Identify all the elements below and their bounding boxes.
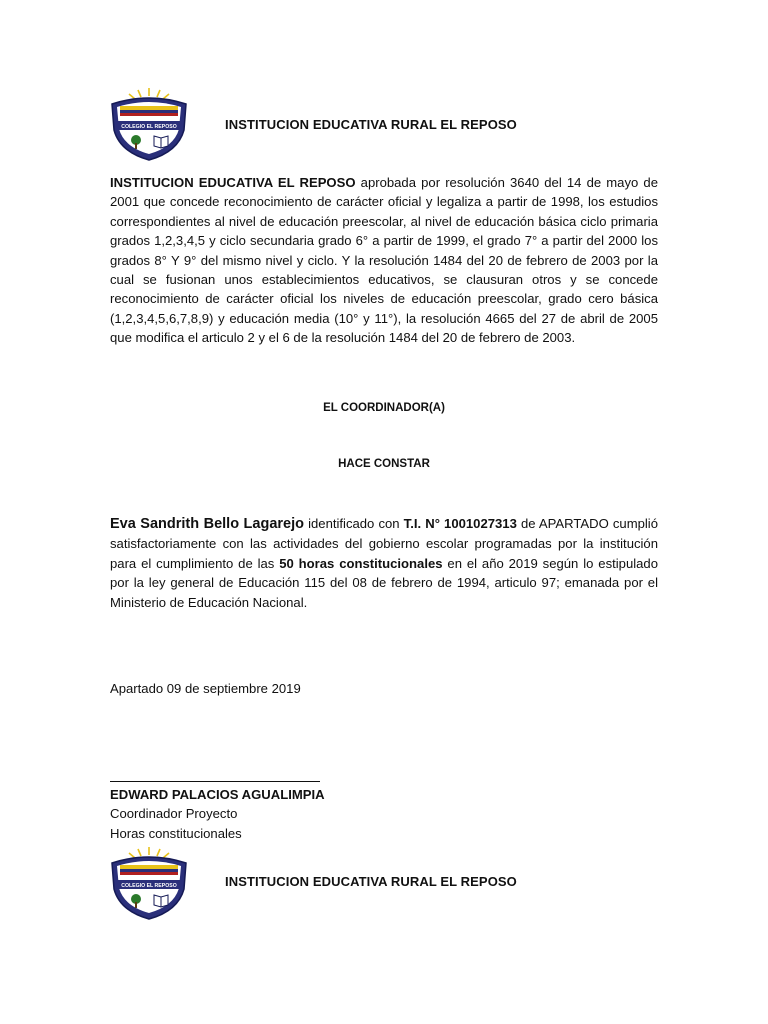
certificate-text-2: de APARTADO cumplió satisfactoriamente con las actividades del gobierno escolar programadas por la institución para el cumplimiento de las <box>110 516 658 571</box>
certificate-text-3: en el año 2019 según lo estipulado por la ley general de Educación 115 del 08 de febrero de 1994, articulo 97; emanada por el Ministerio de Educación Nacional. <box>110 555 658 610</box>
school-name-footer: INSTITUCION EDUCATIVA RURAL EL REPOSO <box>225 874 517 889</box>
school-crest-top <box>108 86 190 162</box>
certificate-paragraph <box>110 514 658 612</box>
school-crest-bottom <box>108 845 190 921</box>
signature-line <box>110 781 320 782</box>
certifies-heading: HACE CONSTAR <box>338 458 430 470</box>
date-line: Apartado 09 de septiembre 2019 <box>110 681 301 696</box>
school-name-header: INSTITUCION EDUCATIVA RURAL EL REPOSO <box>225 117 517 132</box>
intro-lead: INSTITUCION EDUCATIVA EL REPOSO <box>110 175 356 190</box>
crest-emblem-icon <box>108 86 190 162</box>
constitutional-hours: 50 horas constitucionales <box>279 555 443 571</box>
crest-emblem-icon <box>108 845 190 921</box>
signer-area: Horas constitucionales <box>110 826 242 841</box>
student-name: Eva Sandrith Bello Lagarejo <box>110 516 304 532</box>
intro-text: aprobada por resolución 3640 del 14 de mayo de 2001 que concede reconocimiento de carácter oficial y legaliza a partir de 1998, los estudios correspondientes al nivel de educación preescolar, al nivel de educación básica ciclo primaria grados 1,2,3,4,5 y ciclo secundaria grado 6° a partir de 1999, el grado 7° a partir del 2000 los grados 8° Y 9° del mismo nivel y ciclo. Y la resolución 1484 del 20 de febrero de 2003 por la cual se fusionan unos establecimientos educativos, se clausuran otros y se concede reconocimiento de carácter oficial los niveles de educación preescolar, grado cero básica (1,2,3,4,5,6,7,8,9) y educación media (10° y 11°), la resolución 4665 del 27 de abril de 2005 que modifica el articulo 2 y el 6 de la resolución 1484 del 20 de febrero de 2003. <box>110 175 658 346</box>
svg-text:COLEGIO EL REPOSO: COLEGIO EL REPOSO <box>121 124 177 130</box>
intro-paragraph <box>110 173 658 348</box>
coordinator-heading: EL COORDINADOR(A) <box>323 402 445 414</box>
signer-name: EDWARD PALACIOS AGUALIMPIA <box>110 787 325 802</box>
certificate-text-1: identificado con <box>303 516 404 531</box>
student-id: T.I. N° 1001027313 <box>403 516 517 531</box>
signer-role: Coordinador Proyecto <box>110 806 238 821</box>
svg-text:COLEGIO EL REPOSO: COLEGIO EL REPOSO <box>121 883 177 889</box>
